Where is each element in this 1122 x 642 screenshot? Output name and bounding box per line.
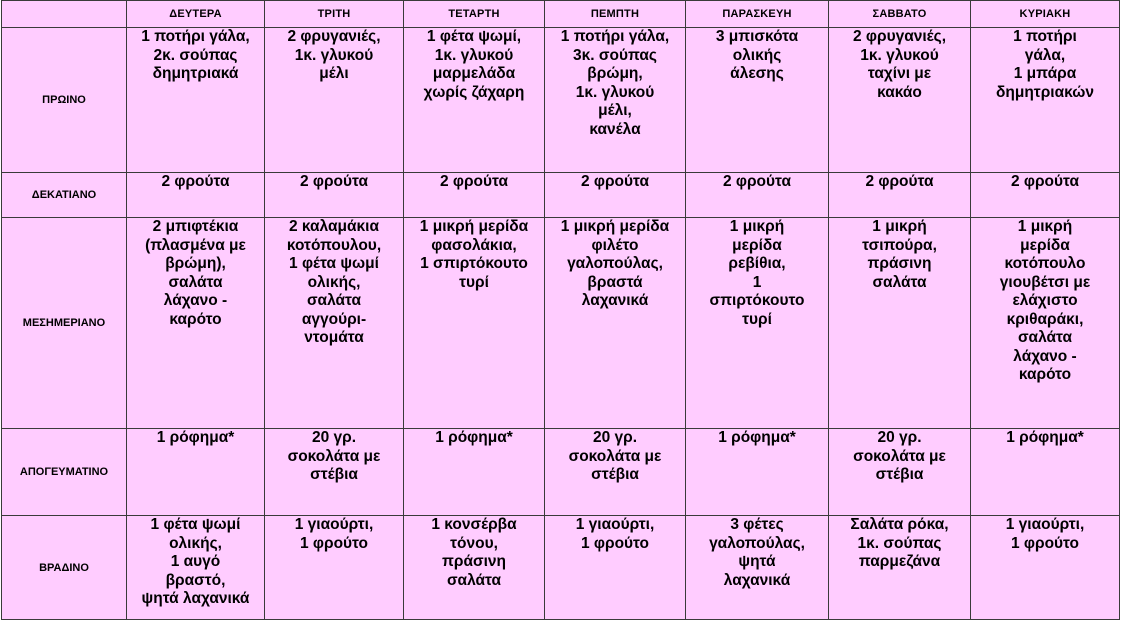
meal-cell: 1 ποτήρι γάλα, 1 μπάρα δημητριακών bbox=[971, 28, 1120, 173]
meal-cell: 1 φέτα ψωμί, 1κ. γλυκού μαρμελάδα χωρίς ζάχαρη bbox=[404, 28, 545, 173]
meal-cell: 1 ρόφημα* bbox=[404, 429, 545, 516]
meal-cell: 20 γρ. σοκολάτα με στέβια bbox=[265, 429, 404, 516]
meal-cell: 1 ρόφημα* bbox=[686, 429, 829, 516]
meal-cell: 2 φρούτα bbox=[829, 173, 971, 218]
meal-row-dinner bbox=[2, 516, 1120, 620]
meal-cell: 2 καλαμάκια κοτόπουλου, 1 φέτα ψωμί ολικής, σαλάτα αγγούρι- ντομάτα bbox=[265, 218, 404, 429]
meal-cell: 1 γιαούρτι, 1 φρούτο bbox=[971, 516, 1120, 620]
meal-cell: 2 φρυγανιές, 1κ. γλυκού ταχίνι με κακάο bbox=[829, 28, 971, 173]
meal-cell: 3 μπισκότα ολικής άλεσης bbox=[686, 28, 829, 173]
meal-label-mid-morning-snack: ΔΕΚΑΤΙΑΝΟ bbox=[2, 173, 127, 218]
meal-cell: 1 ποτήρι γάλα, 2κ. σούπας δημητριακά bbox=[127, 28, 265, 173]
meal-cell: 1 γιαούρτι, 1 φρούτο bbox=[265, 516, 404, 620]
meal-cell: 1 γιαούρτι, 1 φρούτο bbox=[545, 516, 686, 620]
meal-label-lunch: ΜΕΣΗΜΕΡΙΑΝΟ bbox=[2, 218, 127, 429]
meal-cell: 2 φρούτα bbox=[404, 173, 545, 218]
meal-cell: 20 γρ. σοκολάτα με στέβια bbox=[829, 429, 971, 516]
header-row bbox=[2, 1, 1120, 28]
meal-row-lunch bbox=[2, 218, 1120, 429]
meal-row-breakfast bbox=[2, 28, 1120, 173]
meal-cell: 3 φέτες γαλοπούλας, ψητά λαχανικά bbox=[686, 516, 829, 620]
day-header-tuesday: ΤΡΙΤΗ bbox=[265, 1, 404, 28]
meal-cell: 20 γρ. σοκολάτα με στέβια bbox=[545, 429, 686, 516]
meal-cell: 2 φρούτα bbox=[127, 173, 265, 218]
meal-cell: 2 φρούτα bbox=[545, 173, 686, 218]
meal-cell: 1 μικρή μερίδα ρεβίθια, 1 σπιρτόκουτο τυρί bbox=[686, 218, 829, 429]
day-header-saturday: ΣΑΒΒΑΤΟ bbox=[829, 1, 971, 28]
meal-label-breakfast: ΠΡΩΙΝΟ bbox=[2, 28, 127, 173]
day-header-thursday: ΠΕΜΠΤΗ bbox=[545, 1, 686, 28]
meal-row-afternoon-snack bbox=[2, 429, 1120, 516]
meal-label-dinner: ΒΡΑΔΙΝΟ bbox=[2, 516, 127, 620]
meal-cell: 2 φρυγανιές, 1κ. γλυκού μέλι bbox=[265, 28, 404, 173]
meal-cell: 1 μικρή τσιπούρα, πράσινη σαλάτα bbox=[829, 218, 971, 429]
meal-cell: 1 μικρή μερίδα κοτόπουλο γιουβέτσι με ελάχιστο κριθαράκι, σαλάτα λάχανο - καρότο bbox=[971, 218, 1120, 429]
meal-cell: 2 φρούτα bbox=[971, 173, 1120, 218]
meal-label-afternoon-snack: ΑΠΟΓΕΥΜΑΤΙΝΟ bbox=[2, 429, 127, 516]
meal-cell: 2 μπιφτέκια (πλασμένα με βρώμη), σαλάτα λάχανο - καρότο bbox=[127, 218, 265, 429]
meal-cell: 1 ποτήρι γάλα, 3κ. σούπας βρώμη, 1κ. γλυκού μέλι, κανέλα bbox=[545, 28, 686, 173]
day-header-sunday: ΚΥΡΙΑΚΗ bbox=[971, 1, 1120, 28]
meal-cell: 1 μικρή μερίδα φασολάκια, 1 σπιρτόκουτο τυρί bbox=[404, 218, 545, 429]
meal-row-mid-morning-snack bbox=[2, 173, 1120, 218]
day-header-monday: ΔΕΥΤΕΡΑ bbox=[127, 1, 265, 28]
corner-cell bbox=[2, 1, 127, 28]
day-header-friday: ΠΑΡΑΣΚΕΥΗ bbox=[686, 1, 829, 28]
meal-cell: 1 μικρή μερίδα φιλέτο γαλοπούλας, βραστά λαχανικά bbox=[545, 218, 686, 429]
day-header-wednesday: ΤΕΤΑΡΤΗ bbox=[404, 1, 545, 28]
weekly-meal-plan-table bbox=[1, 0, 1120, 620]
meal-cell: 1 ρόφημα* bbox=[971, 429, 1120, 516]
meal-cell: 1 κονσέρβα τόνου, πράσινη σαλάτα bbox=[404, 516, 545, 620]
meal-cell: 2 φρούτα bbox=[686, 173, 829, 218]
meal-cell: 2 φρούτα bbox=[265, 173, 404, 218]
meal-cell: 1 ρόφημα* bbox=[127, 429, 265, 516]
meal-cell: 1 φέτα ψωμί ολικής, 1 αυγό βραστό, ψητά λαχανικά bbox=[127, 516, 265, 620]
meal-cell: Σαλάτα ρόκα, 1κ. σούπας παρμεζάνα bbox=[829, 516, 971, 620]
